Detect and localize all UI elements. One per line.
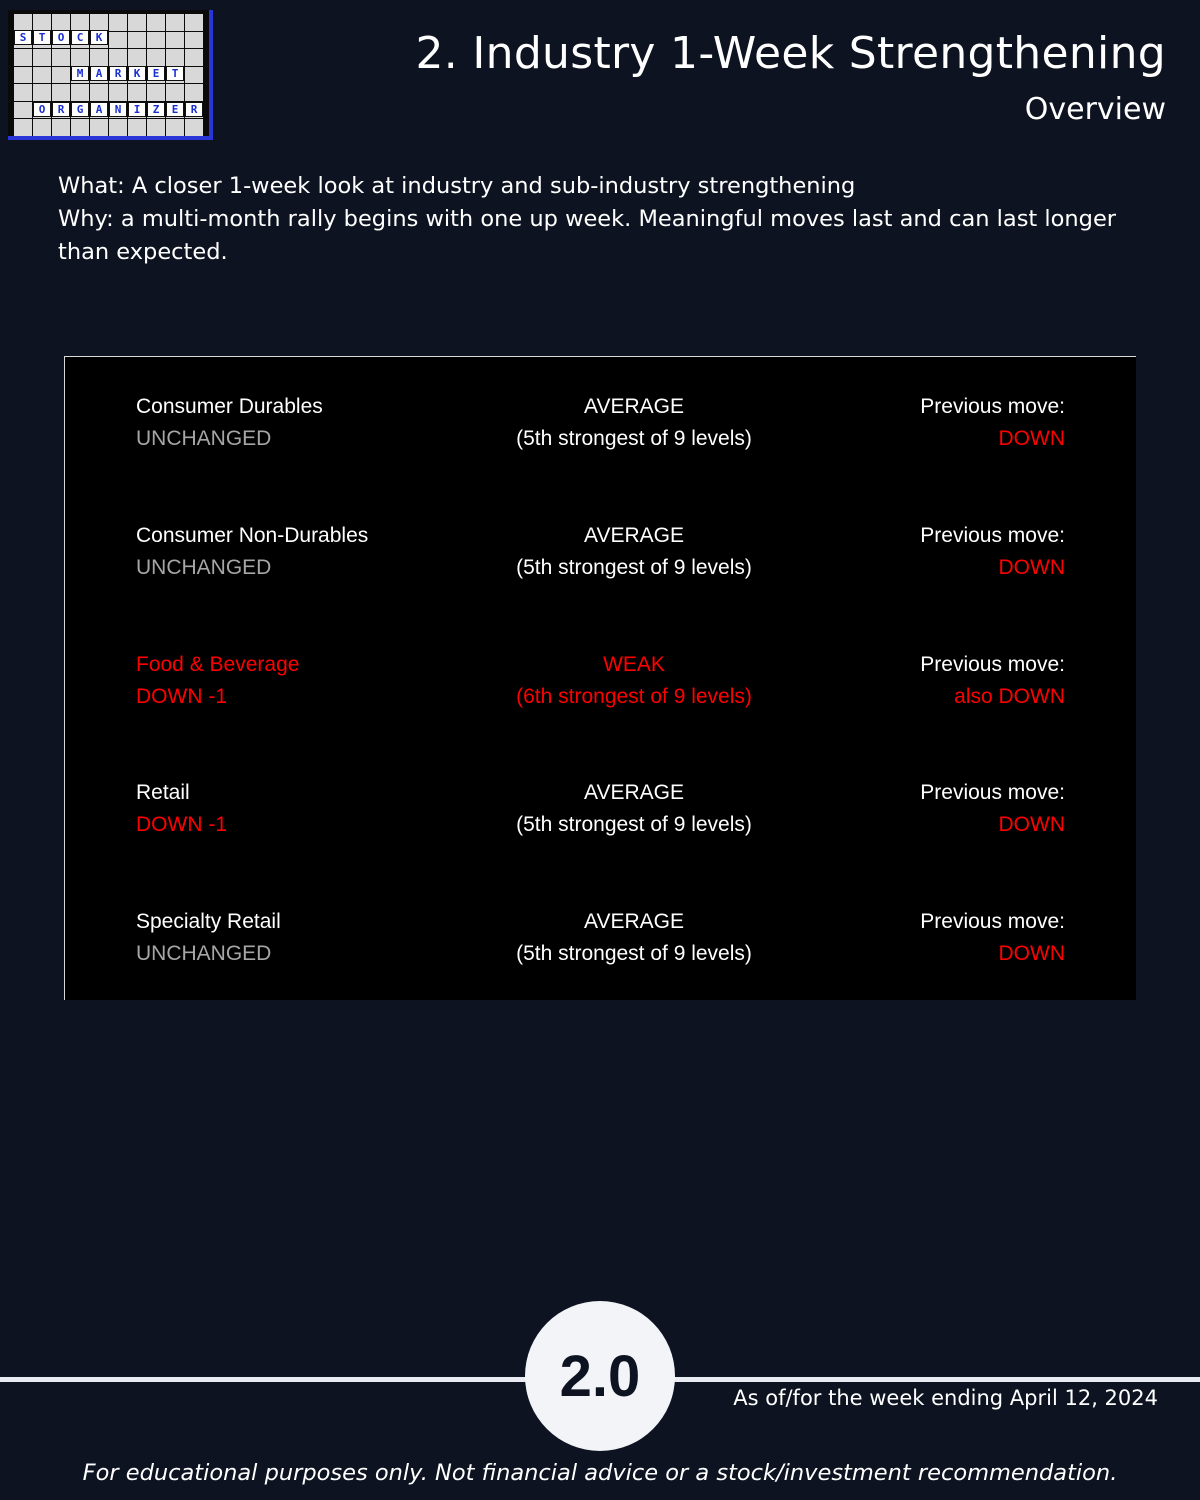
logo-letter-tile: K bbox=[128, 66, 146, 81]
logo-letter-tile: G bbox=[71, 102, 89, 117]
previous-move-value: DOWN bbox=[998, 427, 1065, 450]
logo-letter-tile: T bbox=[33, 30, 51, 45]
logo-grid-cell bbox=[128, 49, 146, 66]
industry-change: DOWN -1 bbox=[136, 685, 227, 708]
logo-grid-cell bbox=[14, 102, 32, 119]
logo-grid-cell bbox=[90, 49, 108, 66]
strength-level: AVERAGE bbox=[584, 524, 684, 547]
logo-letter-tile: E bbox=[166, 102, 184, 117]
logo-letter-tile: Z bbox=[147, 102, 165, 117]
logo-grid-cell bbox=[185, 32, 203, 49]
previous-move-value: DOWN bbox=[998, 942, 1065, 965]
logo-grid-cell bbox=[185, 84, 203, 101]
logo-grid-cell bbox=[185, 67, 203, 84]
industry-name: Specialty Retail bbox=[136, 910, 281, 933]
previous-move-label: Previous move: bbox=[920, 524, 1065, 547]
logo-grid-cell bbox=[185, 14, 203, 31]
logo-grid-cell bbox=[109, 119, 127, 136]
logo-grid-cell bbox=[109, 49, 127, 66]
logo-letter-tile: K bbox=[90, 30, 108, 45]
logo-grid-cell bbox=[128, 32, 146, 49]
industry-name: Food & Beverage bbox=[136, 653, 300, 676]
logo-grid-cell bbox=[147, 49, 165, 66]
strength-rank: (5th strongest of 9 levels) bbox=[516, 556, 752, 579]
industry-name: Retail bbox=[136, 781, 190, 804]
logo-grid-cell bbox=[52, 14, 70, 31]
logo-grid-cell bbox=[33, 67, 51, 84]
logo-grid-cell bbox=[166, 32, 184, 49]
intro-text bbox=[58, 170, 1138, 269]
strength-rank: (5th strongest of 9 levels) bbox=[516, 427, 752, 450]
strength-level: AVERAGE bbox=[584, 910, 684, 933]
logo-grid-cell bbox=[128, 119, 146, 136]
logo-grid-cell bbox=[185, 49, 203, 66]
previous-move-label: Previous move: bbox=[920, 395, 1065, 418]
logo-letter-tile: O bbox=[52, 30, 70, 45]
logo-grid-cell bbox=[71, 119, 89, 136]
logo-grid-cell bbox=[14, 84, 32, 101]
logo-letter-tile: R bbox=[185, 102, 203, 117]
strength-level: WEAK bbox=[603, 653, 665, 676]
logo-grid-cell bbox=[166, 119, 184, 136]
logo-letter-tile: M bbox=[71, 66, 89, 81]
industry-row bbox=[65, 649, 1137, 719]
industry-change: DOWN -1 bbox=[136, 813, 227, 836]
logo-grid-cell bbox=[109, 32, 127, 49]
as-of-date: As of/for the week ending April 12, 2024 bbox=[733, 1386, 1158, 1410]
logo-grid-cell bbox=[147, 32, 165, 49]
logo-grid-cell bbox=[33, 49, 51, 66]
strength-level: AVERAGE bbox=[584, 395, 684, 418]
logo-grid-cell bbox=[147, 84, 165, 101]
logo-grid-cell bbox=[128, 14, 146, 31]
logo-grid-cell bbox=[52, 49, 70, 66]
industry-change: UNCHANGED bbox=[136, 556, 272, 579]
logo-grid-cell bbox=[71, 49, 89, 66]
logo-letter-tile: R bbox=[52, 102, 70, 117]
industry-row bbox=[65, 391, 1137, 461]
logo-grid-cell bbox=[52, 84, 70, 101]
intro-what: What: A closer 1-week look at industry and sub-industry strengthening bbox=[58, 173, 856, 199]
logo-letter-tile: T bbox=[166, 66, 184, 81]
previous-move-value: DOWN bbox=[998, 813, 1065, 836]
logo-grid-cell bbox=[166, 49, 184, 66]
industry-change: UNCHANGED bbox=[136, 942, 272, 965]
logo-word-market bbox=[71, 66, 184, 81]
logo-grid-cell bbox=[109, 14, 127, 31]
industry-name: Consumer Durables bbox=[136, 395, 323, 418]
logo-grid-cell bbox=[90, 14, 108, 31]
logo-grid-cell bbox=[14, 14, 32, 31]
logo-grid-cell bbox=[71, 14, 89, 31]
logo-grid-cell bbox=[14, 67, 32, 84]
logo-grid-cell bbox=[33, 14, 51, 31]
industry-row bbox=[65, 520, 1137, 590]
logo-letter-tile: A bbox=[90, 66, 108, 81]
logo-grid-cell bbox=[185, 119, 203, 136]
industry-name: Consumer Non-Durables bbox=[136, 524, 369, 547]
logo-letter-tile: I bbox=[128, 102, 146, 117]
strength-rank: (5th strongest of 9 levels) bbox=[516, 942, 752, 965]
industry-row bbox=[65, 777, 1137, 847]
logo-grid-cell bbox=[109, 84, 127, 101]
logo-grid-cell bbox=[71, 84, 89, 101]
previous-move-value: also DOWN bbox=[954, 685, 1065, 708]
previous-move-label: Previous move: bbox=[920, 910, 1065, 933]
page-title: 2. Industry 1-Week Strengthening bbox=[415, 28, 1166, 79]
logo-grid-cell bbox=[90, 119, 108, 136]
logo-grid-cell bbox=[14, 49, 32, 66]
logo-grid-cell bbox=[166, 14, 184, 31]
previous-move-label: Previous move: bbox=[920, 781, 1065, 804]
strength-rank: (5th strongest of 9 levels) bbox=[516, 813, 752, 836]
logo-letter-tile: O bbox=[33, 102, 51, 117]
logo-word-organizer bbox=[33, 102, 203, 117]
page-subtitle: Overview bbox=[1024, 92, 1166, 127]
logo-letter-tile: S bbox=[14, 30, 32, 45]
logo-grid-cell bbox=[128, 84, 146, 101]
logo-letter-tile: C bbox=[71, 30, 89, 45]
industry-row bbox=[65, 906, 1137, 976]
logo-grid-cell bbox=[33, 84, 51, 101]
logo-grid-cell bbox=[147, 14, 165, 31]
section-number-badge: 2.0 bbox=[525, 1301, 675, 1451]
logo-grid-cell bbox=[52, 67, 70, 84]
strength-level: AVERAGE bbox=[584, 781, 684, 804]
logo-word-stock bbox=[14, 30, 108, 45]
logo-grid-cell bbox=[14, 119, 32, 136]
previous-move-label: Previous move: bbox=[920, 653, 1065, 676]
logo-grid-cell bbox=[147, 119, 165, 136]
intro-why: Why: a multi-month rally begins with one up week. Meaningful moves last and can last longer than expected. bbox=[58, 206, 1117, 265]
logo-grid-cell bbox=[52, 119, 70, 136]
disclaimer: For educational purposes only. Not financial advice or a stock/investment recommendation. bbox=[82, 1460, 1118, 1486]
logo-letter-tile: E bbox=[147, 66, 165, 81]
logo-grid-cell bbox=[33, 119, 51, 136]
logo-letter-tile: N bbox=[109, 102, 127, 117]
industry-change: UNCHANGED bbox=[136, 427, 272, 450]
industry-strength-panel bbox=[64, 356, 1136, 1000]
logo-grid-cell bbox=[166, 84, 184, 101]
logo-grid-cell bbox=[90, 84, 108, 101]
strength-rank: (6th strongest of 9 levels) bbox=[516, 685, 752, 708]
logo-letter-tile: A bbox=[90, 102, 108, 117]
stock-market-organizer-logo bbox=[8, 10, 213, 140]
logo-letter-tile: R bbox=[109, 66, 127, 81]
previous-move-value: DOWN bbox=[998, 556, 1065, 579]
